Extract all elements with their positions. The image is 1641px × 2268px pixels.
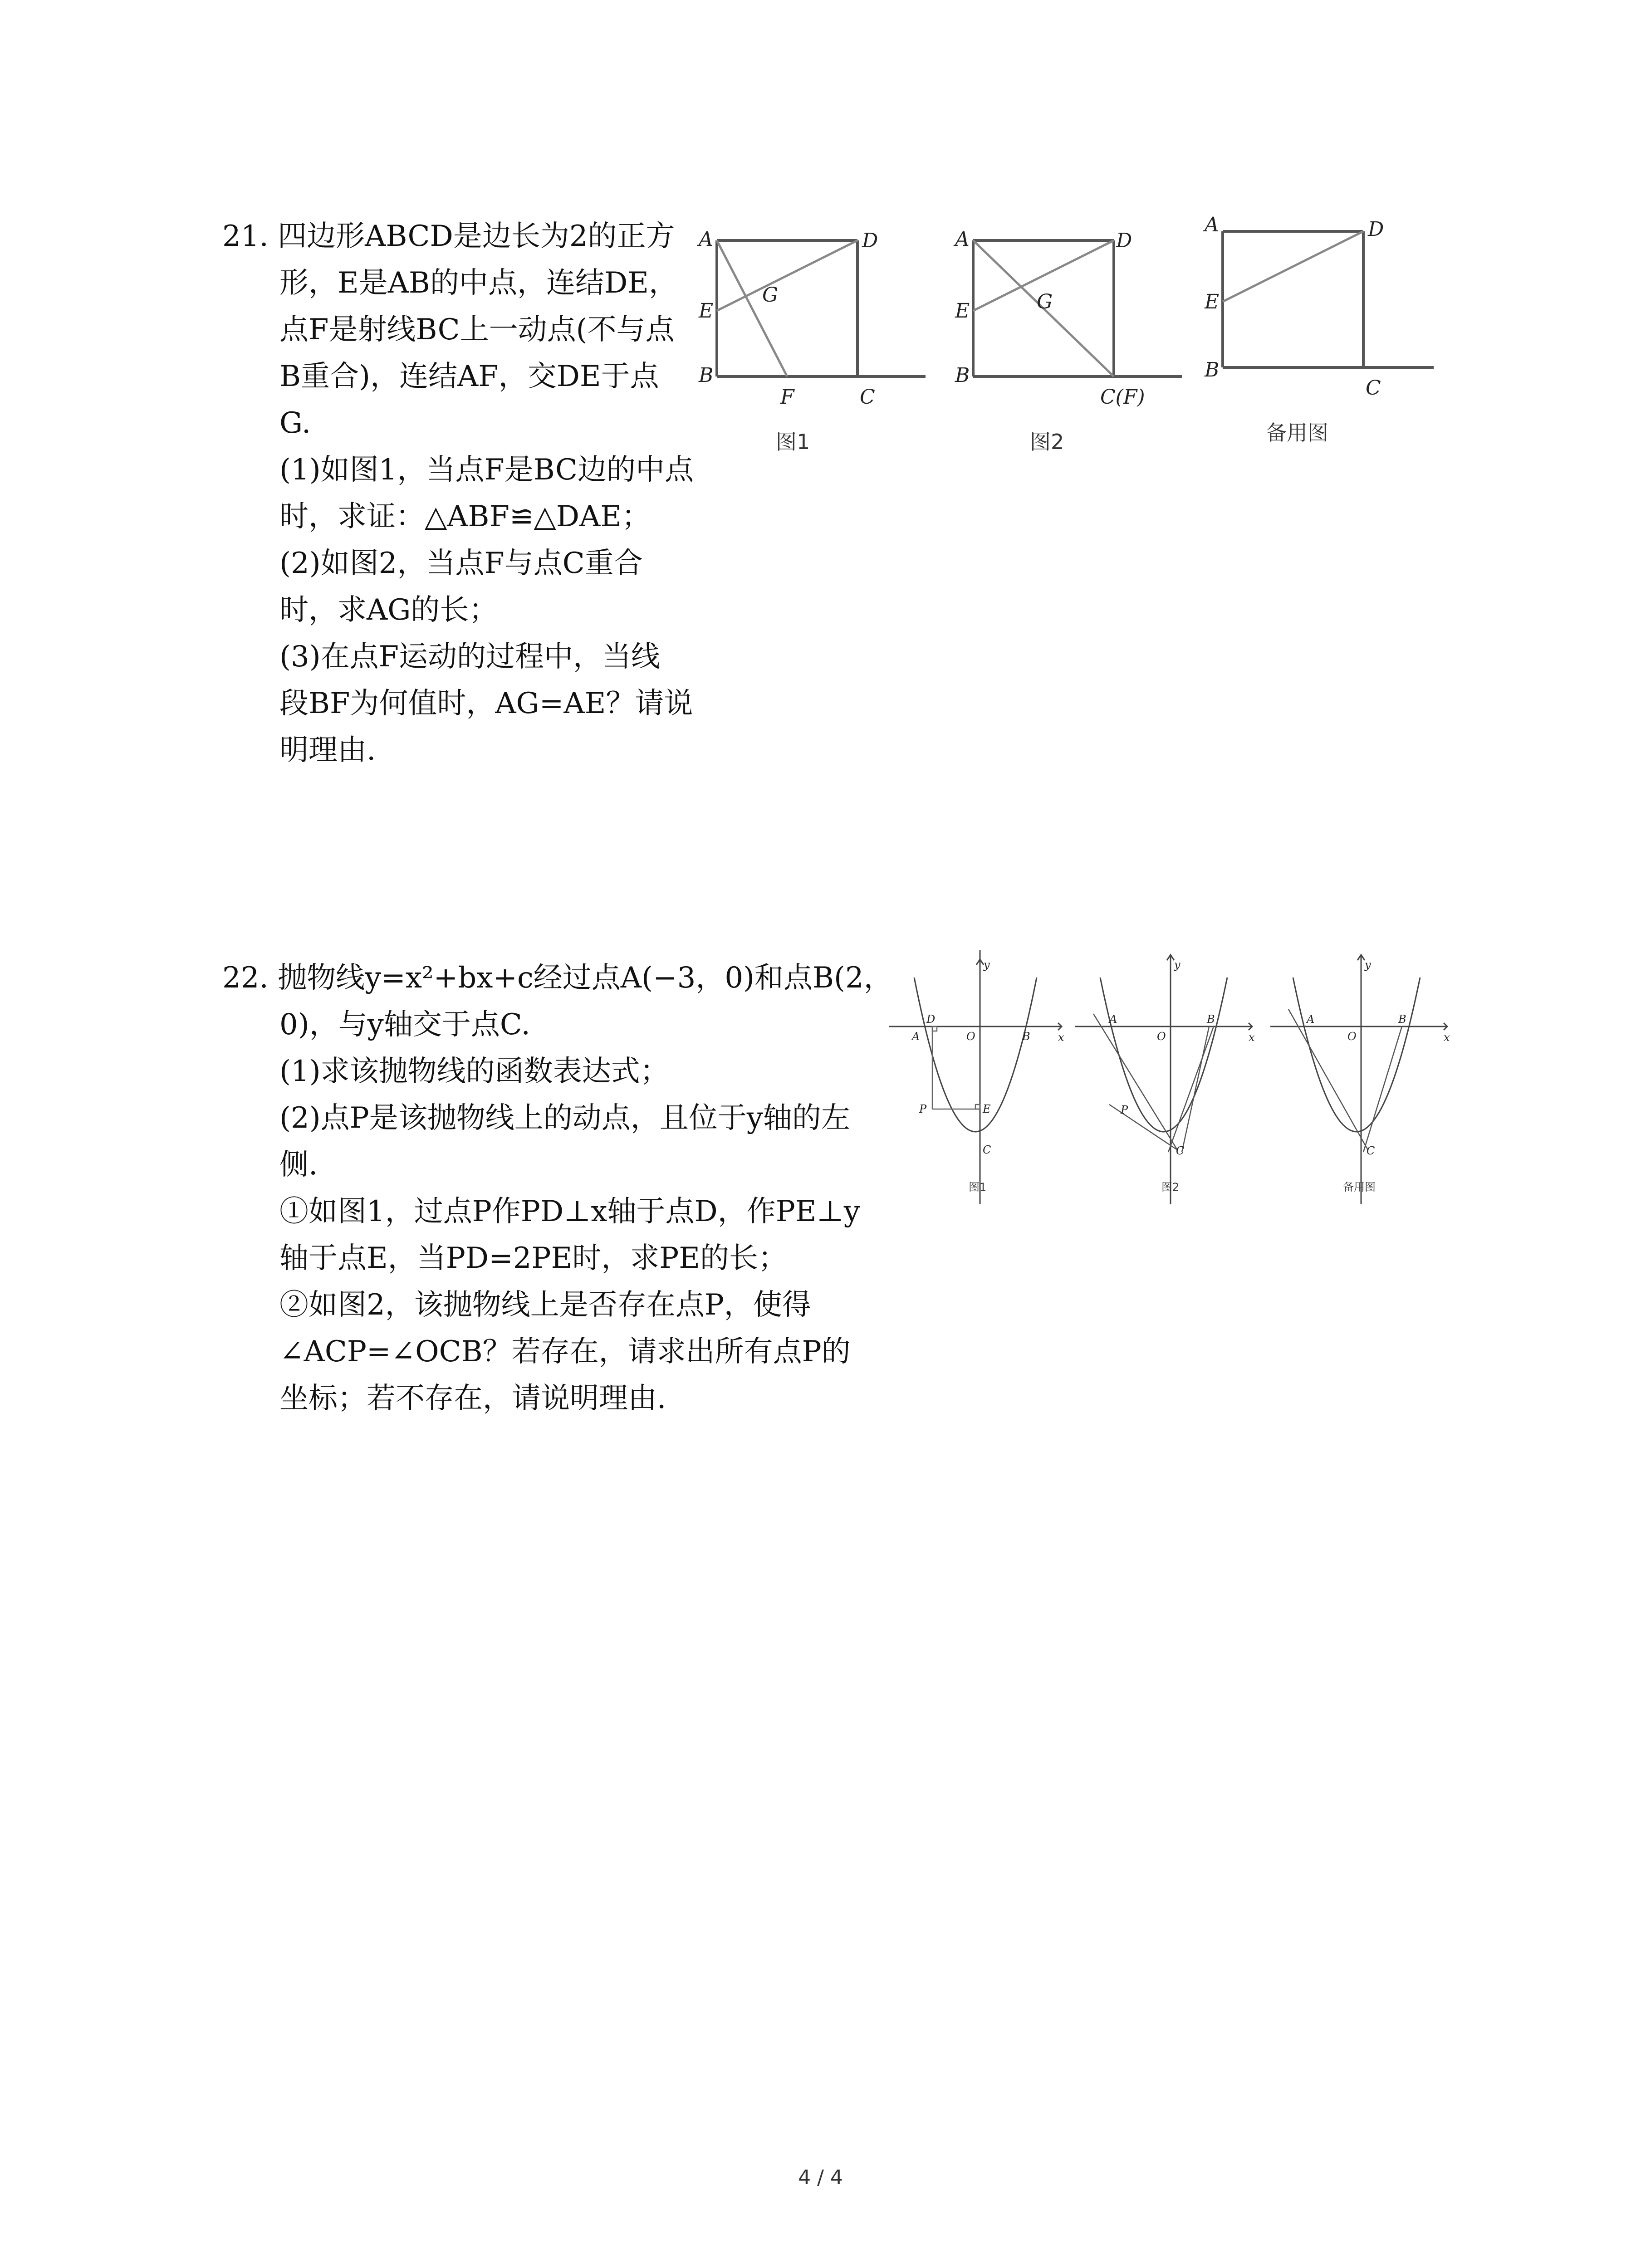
q22-line: 22. 抛物线y=x²+bx+c经过点A(−3，0)和点B(2，	[222, 961, 893, 995]
label-f: F	[780, 386, 794, 409]
q22-line: ∠ACP=∠OCB？若存在，请求出所有点P的	[279, 1335, 851, 1369]
label-c: C	[983, 1144, 991, 1156]
label-p: P	[919, 1103, 927, 1115]
q21-line: (1)如图1，当点F是BC边的中点	[279, 453, 694, 487]
q21-line: B重合)，连结AF，交DE于点	[279, 360, 659, 393]
q21-line: 形，E是AB的中点，连结DE，	[279, 266, 678, 300]
question-21-text	[222, 213, 694, 774]
q22-line: ①如图1，过点P作PD⊥x轴于点D，作PE⊥y	[279, 1195, 860, 1228]
q21-line: 时，求证：△ABF≌△DAE；	[279, 500, 651, 533]
q22-line: 侧.	[279, 1148, 318, 1182]
label-o: O	[966, 1030, 975, 1043]
label-y: y	[1365, 958, 1371, 971]
label-e: E	[955, 299, 970, 323]
label-a: A	[1205, 213, 1219, 236]
q22-figure-1	[889, 950, 1071, 1204]
label-x: x	[1249, 1031, 1255, 1044]
label-a: A	[699, 228, 713, 251]
figure-caption: 图2	[1030, 430, 1064, 454]
label-p: P	[1121, 1104, 1128, 1116]
label-a: A	[1307, 1013, 1315, 1026]
page-number: 4 / 4	[798, 2166, 843, 2189]
label-c: C	[860, 386, 875, 409]
question-22-text	[222, 955, 893, 1422]
label-c: C(F)	[1100, 386, 1145, 409]
q21-line: (2)如图2，当点F与点C重合	[279, 547, 643, 580]
figure-caption: 图1	[969, 1181, 987, 1193]
label-b: B	[1205, 358, 1220, 381]
label-c: C	[1367, 1144, 1375, 1157]
q22-figure-2	[1075, 950, 1266, 1204]
figure-caption: 图2	[1161, 1181, 1180, 1193]
label-o: O	[1347, 1030, 1357, 1043]
q21-line: 点F是射线BC上一动点(不与点	[279, 313, 675, 347]
label-b: B	[955, 364, 970, 387]
figure-caption: 图1	[776, 430, 810, 454]
label-d: D	[862, 229, 878, 252]
q21-line: G.	[279, 406, 311, 440]
q21-figure-1	[699, 213, 944, 467]
q22-line: 轴于点E，当PD=2PE时，求PE的长；	[279, 1242, 787, 1275]
q21-line: 21. 四边形ABCD是边长为2的正方	[222, 220, 675, 253]
label-c: C	[1366, 376, 1381, 400]
label-e: E	[699, 299, 714, 323]
label-d: D	[1116, 229, 1132, 252]
label-b: B	[1398, 1013, 1406, 1026]
q22-line: 0)，与y轴交于点C.	[279, 1008, 530, 1041]
figure-caption: 备用图	[1343, 1181, 1376, 1193]
label-b: B	[1022, 1030, 1030, 1043]
label-d: D	[926, 1013, 936, 1026]
label-d: D	[1368, 218, 1384, 241]
figure-caption: 备用图	[1266, 420, 1328, 445]
q21-line: 时，求AG的长；	[279, 593, 498, 627]
label-y: y	[1174, 958, 1181, 971]
label-e: E	[1205, 290, 1220, 313]
label-b: B	[699, 364, 714, 387]
label-x: x	[1058, 1031, 1064, 1044]
q22-figure-spare	[1270, 950, 1461, 1204]
q22-line: ②如图2，该抛物线上是否存在点P，使得	[279, 1288, 811, 1322]
label-e: E	[983, 1103, 991, 1115]
q21-figure-2	[950, 213, 1195, 467]
label-y: y	[984, 958, 990, 971]
label-c: C	[1176, 1144, 1185, 1157]
q21-line: 段BF为何值时，AG=AE？请说	[279, 687, 693, 720]
label-a: A	[1109, 1013, 1117, 1026]
label-x: x	[1444, 1031, 1450, 1044]
q21-line: 明理由.	[279, 733, 376, 767]
label-g: G	[762, 284, 779, 307]
label-g: G	[1037, 290, 1053, 313]
q21-line: (3)在点F运动的过程中，当线	[279, 640, 661, 674]
q22-line: (2)点P是该抛物线上的动点，且位于y轴的左	[279, 1101, 850, 1135]
q21-figure-spare	[1202, 213, 1456, 467]
q22-line: (1)求该抛物线的函数表达式；	[279, 1055, 669, 1088]
label-b: B	[1207, 1013, 1215, 1026]
q22-line: 坐标；若不存在，请说明理由.	[279, 1382, 666, 1415]
label-o: O	[1157, 1030, 1166, 1043]
label-a: A	[955, 228, 970, 251]
label-a: A	[912, 1030, 920, 1043]
